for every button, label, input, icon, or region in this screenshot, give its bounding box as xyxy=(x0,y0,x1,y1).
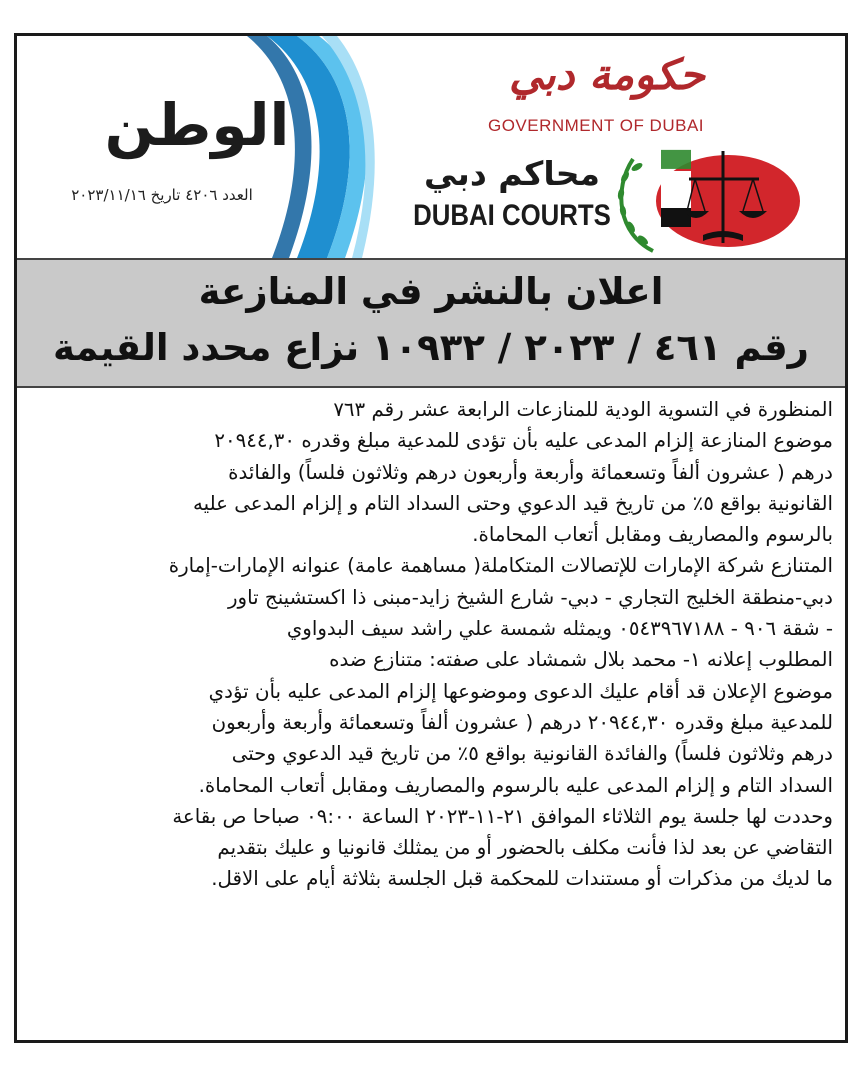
body-line: موضوع المنازعة إلزام المدعى عليه بأن تؤدى للمدعية مبلغ وقدره ٢٠٩٤٤,٣٠ xyxy=(214,429,833,453)
body-line: السداد التام و إلزام المدعى عليه بالرسوم والمصاريف ومقابل أتعاب المحاماة. xyxy=(198,773,833,797)
body-line: للمدعية مبلغ وقدره ٢٠٩٤٤,٣٠ درهم ( عشرون ألفاً وتسعمائة وأربعة وأربعون xyxy=(211,710,833,734)
header xyxy=(17,36,845,258)
body-line: المطلوب إعلانه ١- محمد بلال شمشاد على صفته: متنازع ضده xyxy=(329,648,833,672)
body-line: - شقة ٩٠٦ - ٠٥٤٣٩٦٧١٨٨ ويمثله شمسة علي راشد سيف البدواوي xyxy=(286,617,833,641)
body-line: المتنازع شركة الإمارات للإتصالات المتكاملة( مساهمة عامة) عنوانه الإمارات-إمارة xyxy=(168,554,833,578)
title-band xyxy=(17,258,845,388)
case-number-title: رقم ٤٦١ / ٢٠٢٣ / ١٠٩٣٢ نزاع محدد القيمة xyxy=(52,326,809,369)
scales-of-justice-icon xyxy=(613,139,803,257)
body-line: وحددت لها جلسة يوم الثلاثاء الموافق ٢١-١١-٢٠٢٣ الساعة ٠٩:٠٠ صباحا ص بقاعة xyxy=(172,804,833,828)
body-line: بالرسوم والمصاريف ومقابل أتعاب المحاماة. xyxy=(472,523,833,547)
body-line: ما لديك من مذكرات أو مستندات للمحكمة قبل الجلسة بثلاثة أيام على الاقل. xyxy=(211,867,833,891)
announcement-title: اعلان بالنشر في المنازعة xyxy=(198,270,664,313)
issue-info: العدد ٤٢٠٦ تاريخ ٢٠٢٣/١١/١٦ xyxy=(71,186,253,204)
body-line: القانونية بواقع ٥٪ من تاريخ قيد الدعوي وحتى السداد التام و إلزام المدعى عليه xyxy=(193,491,833,515)
newspaper-logo: الوطن xyxy=(104,91,290,159)
body-line: درهم ( عشرون ألفاً وتسعمائة وأربعة وأربعون درهم وثلاثون فلساً) والفائدة xyxy=(228,460,833,484)
courts-logo-arabic: محاكم دبي xyxy=(424,154,600,193)
body-line: المنظورة في التسوية الودية للمنازعات الرابعة عشر رقم ٧٦٣ xyxy=(333,398,833,421)
government-logo-arabic: حكومة دبي xyxy=(509,50,705,99)
body-line: موضوع الإعلان قد أقام عليك الدعوى وموضوعها إلزام المدعى عليه بأن تؤدي xyxy=(208,679,833,703)
announcement-frame xyxy=(14,33,848,1043)
courts-logo-english: DUBAI COURTS xyxy=(413,199,611,232)
announcement-body xyxy=(31,394,833,895)
body-line: التقاضي عن بعد لذا فأنت مكلف بالحضور أو من يمثلك قانونيا و عليك بتقديم xyxy=(217,836,833,860)
body-line: دبي-منطقة الخليج التجاري - دبي- شارع الشيخ زايد-مبنى ذا اكستشينج تاور xyxy=(228,585,833,609)
government-logo-english: GOVERNMENT OF DUBAI xyxy=(487,116,705,135)
body-line: درهم وثلاثون فلساً) والفائدة القانونية بواقع ٥٪ من تاريخ قيد الدعوي وحتى xyxy=(231,742,833,766)
